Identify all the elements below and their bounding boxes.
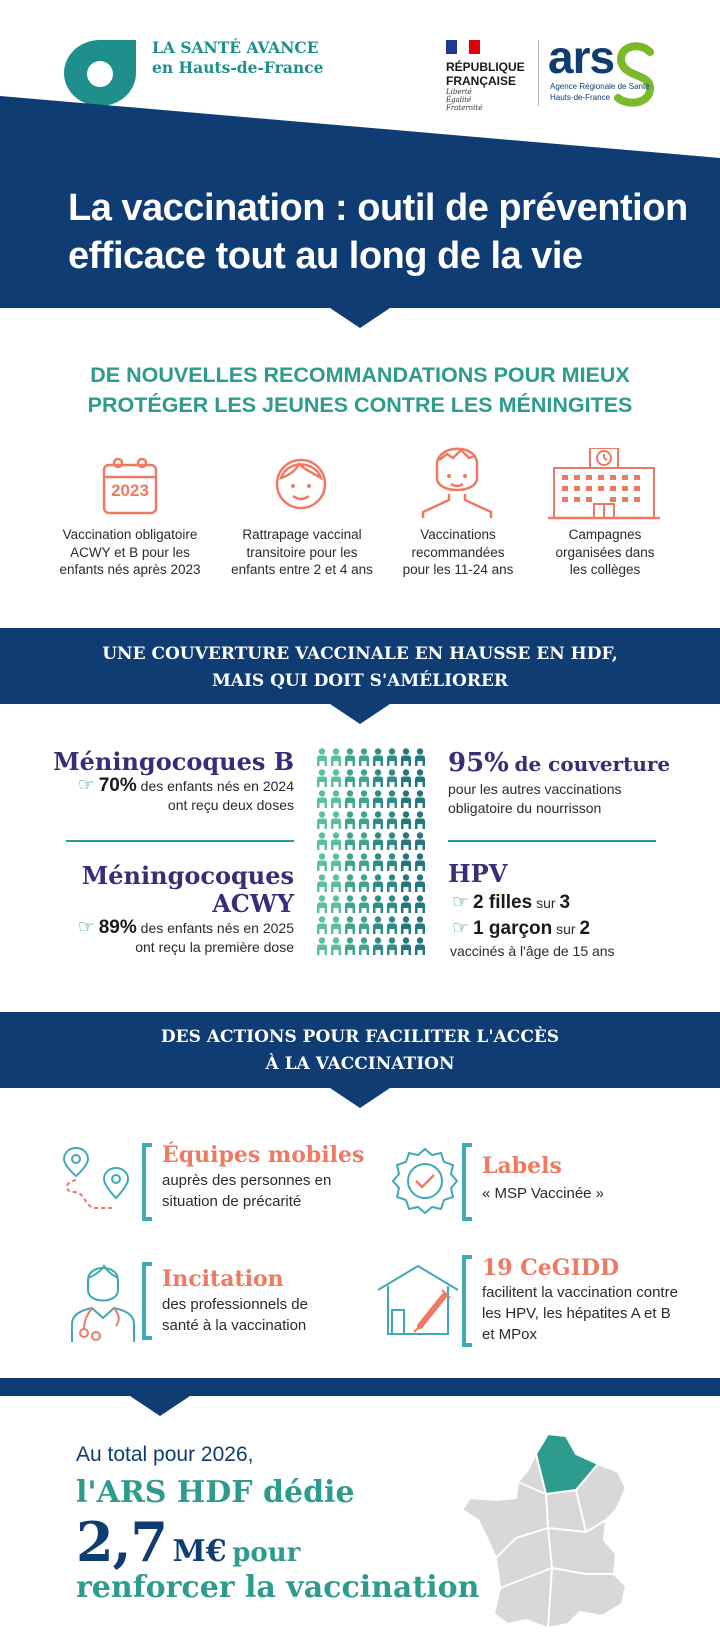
person-icon xyxy=(401,853,411,871)
person-icon xyxy=(345,832,355,850)
rec-item-line: enfants nés après 2023 xyxy=(59,562,201,577)
badge-check-icon xyxy=(390,1146,460,1216)
bracket xyxy=(142,1262,152,1340)
nourrisson-label: de couverture xyxy=(514,752,671,776)
rec-title-line1: DE NOUVELLES RECOMMANDATIONS POUR MIEUX xyxy=(90,363,630,387)
person-icon xyxy=(373,895,383,913)
hpv-girls: 2 filles xyxy=(473,892,533,913)
person-icon xyxy=(331,937,341,955)
person-icon xyxy=(317,832,327,850)
cegidd-line3: et MPox xyxy=(482,1326,538,1343)
person-icon xyxy=(401,895,411,913)
labels-title: Labels xyxy=(482,1153,562,1179)
person-icon xyxy=(359,832,369,850)
nourrisson-value: 95% xyxy=(448,748,509,778)
person-icon xyxy=(373,769,383,787)
rf-line1: RÉPUBLIQUE xyxy=(446,60,525,74)
rf-motto1: Liberté xyxy=(446,88,472,96)
person-icon xyxy=(331,916,341,934)
title-line1: La vaccination : outil de prévention xyxy=(68,187,688,229)
rec-item-line: pour les 11-24 ans xyxy=(402,562,514,577)
person-icon xyxy=(331,874,341,892)
logo-text xyxy=(152,38,323,78)
rec-item-line: les collèges xyxy=(569,562,641,577)
total-pour: pour xyxy=(232,1538,301,1568)
nourrisson-text1: pour les autres vaccinations xyxy=(448,781,622,797)
hpv-title: HPV xyxy=(448,859,508,888)
republique-francaise xyxy=(446,60,525,88)
person-icon xyxy=(317,811,327,829)
person-icon xyxy=(317,874,327,892)
men-b-text1: des enfants nés en 2024 xyxy=(140,778,294,794)
doctor-icon xyxy=(68,1260,138,1344)
person-icon xyxy=(415,748,425,766)
total-line2: l'ARS HDF dédie xyxy=(76,1475,355,1510)
person-icon xyxy=(387,937,397,955)
person-icon xyxy=(387,853,397,871)
person-icon xyxy=(317,748,327,766)
person-icon xyxy=(415,769,425,787)
men-b-title: Méningocoques B xyxy=(53,747,294,776)
rf-motto2: Égalité xyxy=(446,96,472,104)
rec-item-line: ACWY et B pour les xyxy=(70,544,190,560)
person-icon xyxy=(373,748,383,766)
person-icon xyxy=(345,937,355,955)
person-icon xyxy=(387,811,397,829)
rf-line2: FRANÇAISE xyxy=(446,74,517,88)
person-icon xyxy=(415,895,425,913)
mobile-text xyxy=(162,1170,331,1212)
person-icon xyxy=(317,853,327,871)
person-icon xyxy=(359,916,369,934)
person-icon xyxy=(373,853,383,871)
hpv-boys: 1 garçon xyxy=(473,918,553,939)
coverage-title-line1: UNE COUVERTURE VACCINALE EN HAUSSE EN HDF, xyxy=(102,644,618,664)
total-amount: 2,7 xyxy=(76,1510,167,1574)
person-icon xyxy=(331,853,341,871)
page-title xyxy=(68,184,688,280)
person-icon xyxy=(387,832,397,850)
men-b-value: 70% xyxy=(98,775,137,796)
person-icon xyxy=(415,916,425,934)
person-icon xyxy=(359,790,369,808)
men-acwy-stat xyxy=(34,918,294,957)
total-band xyxy=(0,1378,720,1418)
men-acwy-title2: ACWY xyxy=(212,889,294,918)
teen-face-icon xyxy=(417,436,497,520)
person-icon xyxy=(387,748,397,766)
person-icon xyxy=(387,790,397,808)
nourrisson-title xyxy=(448,748,670,778)
child-face-icon xyxy=(271,450,331,516)
men-acwy-value: 89% xyxy=(98,917,137,938)
rec-item-line: Campagnes xyxy=(568,527,642,542)
school-building-icon xyxy=(548,448,660,522)
rec-item-vaccination-obligatoire xyxy=(50,526,210,579)
mobile-title: Équipes mobiles xyxy=(162,1142,365,1168)
total-line4: renforcer la vaccination xyxy=(76,1570,480,1605)
bracket xyxy=(462,1143,472,1221)
map-pin-route-icon xyxy=(62,1146,136,1212)
rf-motto3: Fraternité xyxy=(446,104,483,112)
person-icon xyxy=(401,790,411,808)
rec-item-campagnes xyxy=(525,526,685,579)
nourrisson-text2: obligatoire du nourrisson xyxy=(448,800,602,816)
person-icon xyxy=(345,790,355,808)
person-icon xyxy=(331,748,341,766)
person-icon xyxy=(359,769,369,787)
person-icon xyxy=(401,748,411,766)
men-b-stat xyxy=(54,776,294,815)
person-icon xyxy=(401,916,411,934)
person-icon xyxy=(387,769,397,787)
rec-title-line2: PROTÉGER LES JEUNES CONTRE LES MÉNINGITES xyxy=(87,393,633,417)
hand-pointing-icon: ☞ xyxy=(452,918,470,939)
person-icon xyxy=(359,748,369,766)
men-acwy-text2: ont reçu la première dose xyxy=(135,939,294,955)
men-acwy-text1: des enfants nés en 2025 xyxy=(140,920,294,936)
person-icon xyxy=(345,853,355,871)
men-b-text2: ont reçu deux doses xyxy=(167,797,294,813)
person-icon xyxy=(331,811,341,829)
person-icon xyxy=(401,769,411,787)
person-icon xyxy=(387,916,397,934)
calendar-icon xyxy=(100,455,160,517)
person-icon xyxy=(317,937,327,955)
person-icon xyxy=(373,874,383,892)
mobile-line2: situation de précarité xyxy=(162,1193,302,1210)
divider-left xyxy=(66,840,294,842)
french-flag-icon xyxy=(446,40,480,54)
rec-item-line: transitoire pour les xyxy=(246,544,358,560)
coverage-title-line2: MAIS QUI DOIT S'AMÉLIORER xyxy=(211,671,509,691)
person-icon xyxy=(345,748,355,766)
recommendations-title xyxy=(40,360,680,420)
person-icon xyxy=(401,832,411,850)
hpv-girls-of: sur xyxy=(536,895,556,911)
person-icon xyxy=(359,874,369,892)
coverage-title xyxy=(40,641,680,695)
person-icon xyxy=(415,874,425,892)
nourrisson-text xyxy=(448,780,622,818)
person-icon xyxy=(401,811,411,829)
men-acwy-title xyxy=(82,862,294,918)
logo-line2: en Hauts-de-France xyxy=(152,58,324,77)
calendar-year: 2023 xyxy=(111,481,149,500)
men-acwy-title1: Méningocoques xyxy=(81,861,294,890)
rec-item-rattrapage xyxy=(222,526,382,579)
mobile-line1: auprès des personnes en xyxy=(162,1172,332,1189)
rec-item-line: organisées dans xyxy=(555,544,655,560)
person-icon xyxy=(387,895,397,913)
person-icon xyxy=(359,853,369,871)
hand-pointing-icon: ☞ xyxy=(452,892,470,913)
cegidd-text xyxy=(482,1282,678,1345)
hpv-boys-of: sur xyxy=(556,921,576,937)
person-icon xyxy=(373,811,383,829)
ars-sub1: Agence Régionale de Santé xyxy=(550,82,650,91)
actions-title-line2: À LA VACCINATION xyxy=(265,1054,455,1074)
person-icon xyxy=(317,916,327,934)
rec-item-line: enfants entre 2 et 4 ans xyxy=(231,562,373,577)
logo-line1: LA SANTÉ AVANCE xyxy=(152,38,319,57)
title-line2: efficace tout au long de la vie xyxy=(68,235,583,277)
actions-title xyxy=(40,1024,680,1078)
cegidd-title: 19 CeGIDD xyxy=(482,1255,620,1281)
person-icon xyxy=(331,832,341,850)
person-icon xyxy=(373,937,383,955)
person-icon xyxy=(415,832,425,850)
rec-item-line: Vaccinations xyxy=(420,527,496,542)
person-icon xyxy=(345,769,355,787)
person-icon xyxy=(359,895,369,913)
person-icon xyxy=(317,769,327,787)
person-icon xyxy=(345,895,355,913)
total-amount-line xyxy=(76,1510,300,1574)
total-line1: Au total pour 2026, xyxy=(76,1443,254,1466)
hand-pointing-icon: ☞ xyxy=(77,775,95,796)
labels-line1: « MSP Vaccinée » xyxy=(482,1185,605,1202)
rec-item-line: Rattrapage vaccinal xyxy=(242,527,362,542)
person-icon xyxy=(331,769,341,787)
person-icon xyxy=(415,811,425,829)
person-icon xyxy=(387,874,397,892)
person-icon xyxy=(373,790,383,808)
actions-title-line1: DES ACTIONS POUR FACILITER L'ACCÈS xyxy=(160,1027,560,1047)
person-icon xyxy=(415,937,425,955)
hpv-note: vaccinés à l'âge de 15 ans xyxy=(450,943,615,959)
person-icon xyxy=(331,790,341,808)
bracket xyxy=(462,1255,472,1347)
person-icon xyxy=(317,895,327,913)
incitation-line2: santé à la vaccination xyxy=(162,1317,307,1334)
person-icon xyxy=(373,916,383,934)
bracket xyxy=(142,1143,152,1221)
cegidd-line1: facilitent la vaccination contre xyxy=(482,1284,678,1301)
incitation-line1: des professionnels de xyxy=(162,1296,308,1313)
person-icon xyxy=(345,811,355,829)
people-grid xyxy=(315,748,429,960)
person-icon xyxy=(415,853,425,871)
person-icon xyxy=(401,937,411,955)
person-icon xyxy=(345,874,355,892)
rec-item-line: Vaccination obligatoire xyxy=(62,527,198,542)
person-icon xyxy=(401,874,411,892)
house-syringe-icon xyxy=(376,1264,460,1336)
rec-item-vaccinations-recommandees xyxy=(378,526,538,579)
person-icon xyxy=(331,895,341,913)
hand-pointing-icon: ☞ xyxy=(77,917,95,938)
hpv-stats xyxy=(452,890,590,942)
divider-right xyxy=(448,840,656,842)
hpv-boys-total: 2 xyxy=(579,918,591,939)
hpv-girls-total: 3 xyxy=(559,892,571,913)
person-icon xyxy=(317,790,327,808)
person-icon xyxy=(359,937,369,955)
total-unit: M€ xyxy=(172,1534,227,1569)
ars-logo: ars xyxy=(548,31,615,83)
person-icon xyxy=(345,916,355,934)
incitation-text xyxy=(162,1294,308,1336)
cegidd-line2: les HPV, les hépatites A et B xyxy=(482,1305,671,1322)
person-icon xyxy=(373,832,383,850)
incitation-title: Incitation xyxy=(162,1266,284,1292)
france-map-icon xyxy=(456,1428,656,1638)
person-icon xyxy=(415,790,425,808)
person-icon xyxy=(359,811,369,829)
rec-item-line: recommandées xyxy=(411,544,505,560)
ars-sub2: Hauts-de-France xyxy=(550,93,611,102)
